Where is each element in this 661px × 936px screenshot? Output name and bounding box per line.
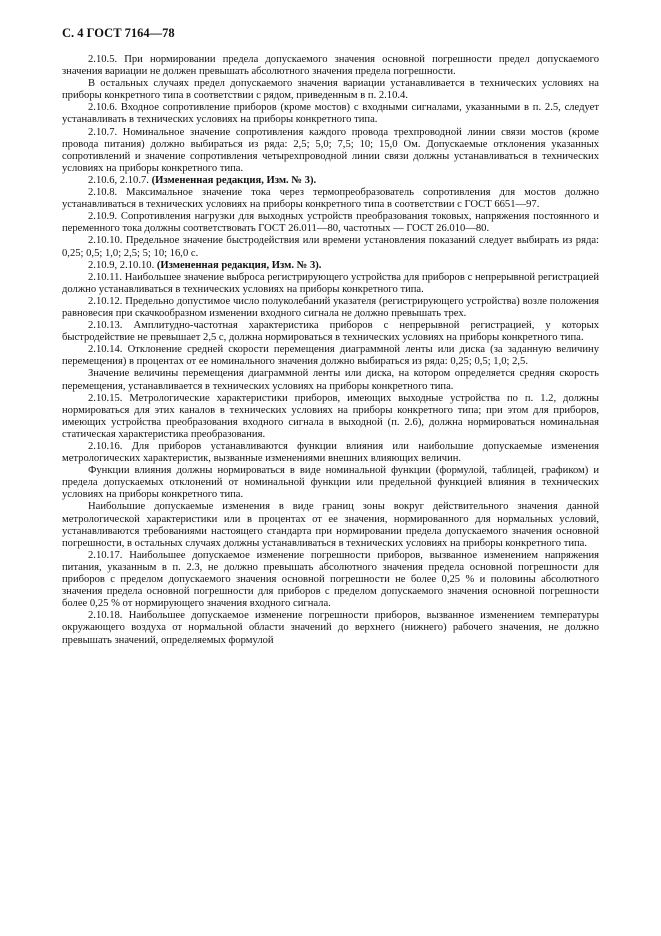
paragraph-2-10-7: 2.10.7. Номинальное значение сопротивления каждого провода трехпроводной линии связи мостов (кроме провода питания) должно выбираться из ряда: 2,5; 5,0; 7,5; 10; 15,0 Ом. Допускаемые отклонения указанных сопротивлений и значение сопротивления четырехпроводной линии связи должны устанавливаться в технических условиях на приборы конкретного типа. xyxy=(62,126,599,174)
amendment-label: (Измененная редакция, Изм. № 3). xyxy=(156,259,322,271)
paragraph-2-10-11: 2.10.11. Наибольшее значение выброса регистрирующего устройства для приборов с непрерывной регистрацией должно устанавливаться в технических условиях на приборы конкретного типа. xyxy=(62,271,599,295)
paragraph-2-10-15: 2.10.15. Метрологические характеристики приборов, имеющих выходные устройства по п. 1.2, должны нормироваться для этих каналов в технических условиях на приборы конкретного типа; при этом для приборов, имеющих устройства преобразования входного сигнала в выходной (п. 2.6), должна нормироваться номинальная статическая характеристика преобразования. xyxy=(62,392,599,440)
paragraph-2-10-10: 2.10.10. Предельное значение быстродействия или времени установления показаний следует выбирать из ряда: 0,25; 0,5; 1,0; 2,5; 5; 10; 16,0 с. xyxy=(62,235,599,259)
paragraph-2-10-16: 2.10.16. Для приборов устанавливаются функции влияния или наибольшие допускаемые изменения метрологических характеристик, вызванные изменениями внешних влияющих величин. xyxy=(62,441,599,465)
amendment-clause-ref: 2.10.9, 2.10.10. xyxy=(88,259,157,271)
amendment-clause-ref: 2.10.6, 2.10.7. xyxy=(88,174,152,186)
paragraph-2-10-8: 2.10.8. Максимальное значение тока через термопреобразователь сопротивления для мостов должно устанавливаться в технических условиях на приборы конкретного типа в соответствии с ГОСТ 6651—97. xyxy=(62,187,599,211)
paragraph-2-10-14: 2.10.14. Отклонение средней скорости перемещения диаграммной ленты или диска (за заданную величину перемещения) в процентах от ее номинального значения должно выбираться из ряда: 0,25; 0,5; 1,0; 2,5. xyxy=(62,344,599,368)
document-body xyxy=(62,54,599,647)
paragraph-max-allowed-changes: Наибольшие допускаемые изменения в виде границ зоны вокруг действительного значения данной метрологической характеристики или в процентах от ее значения, нормированного для нормальных условий, устанавливаются требованиями настоящего стандарта при нормировании предела допускаемого значения основной погрешности, в остальных случаях должны устанавливаться в технических условиях на приборы конкретного типа. xyxy=(62,501,599,549)
paragraph-2-10-17: 2.10.17. Наибольшее допускаемое изменение погрешности приборов, вызванное изменением напряжения питания, указанным в п. 2.3, не должно превышать абсолютного значения предела основной погрешности для приборов с пределом допускаемого значения основной погрешности не более 0,25 % и половины абсолютного значения предела основной погрешности для приборов с пределом допускаемого значения основной погрешности более 0,25 % от нормирующего значения входного сигнала. xyxy=(62,549,599,610)
amendment-note-2-10-9-2-10-10 xyxy=(62,260,599,272)
paragraph-2-10-13: 2.10.13. Амплитудно-частотная характеристика приборов с непрерывной регистрацией, у которых быстродействие не превышает 2,5 с, должна нормироваться в технических условиях на приборы конкретного типа. xyxy=(62,320,599,344)
paragraph-variation-other-cases: В остальных случаях предел допускаемого значения вариации устанавливается в технических условиях на приборы конкретного типа в соответствии с рядом, приведенным в п. 2.10.4. xyxy=(62,78,599,102)
paragraph-influence-functions: Функции влияния должны нормироваться в виде номинальной функции (формулой, таблицей, графиком) и предела допускаемых отклонений от номинальной функции или предельной функцией влияния в технических условиях на приборы конкретного типа. xyxy=(62,465,599,501)
document-page xyxy=(62,26,599,647)
amendment-note-2-10-6-2-10-7 xyxy=(62,175,599,187)
paragraph-2-10-5: 2.10.5. При нормировании предела допускаемого значения основной погрешности предел допускаемого значения вариации не должен превышать абсолютного значения предела погрешности. xyxy=(62,54,599,78)
paragraph-2-10-9: 2.10.9. Сопротивления нагрузки для выходных устройств преобразования токовых, напряжения постоянного и переменного тока должны соответствовать ГОСТ 26.011—80, частотных — ГОСТ 26.010—80. xyxy=(62,211,599,235)
paragraph-2-10-6: 2.10.6. Входное сопротивление приборов (кроме мостов) с входными сигналами, указанными в п. 2.5, следует устанавливать в технических условиях на приборы конкретного типа. xyxy=(62,102,599,126)
page-header: С. 4 ГОСТ 7164—78 xyxy=(62,26,175,40)
paragraph-2-10-18: 2.10.18. Наибольшее допускаемое изменение погрешности приборов, вызванное изменением температуры окружающего воздуха от нормальной области значений до верхнего (нижнего) рабочего значения, не должно превышать значений, определяемых формулой xyxy=(62,610,599,646)
amendment-label: (Измененная редакция, Изм. № 3). xyxy=(151,174,317,186)
paragraph-2-10-12: 2.10.12. Предельно допустимое число полуколебаний указателя (регистрирующего устройства) возле положения равновесия при скачкообразном изменении входного сигнала не должно превышать трех. xyxy=(62,295,599,319)
paragraph-tape-displacement: Значение величины перемещения диаграммной ленты или диска, на котором определяется средняя скорость перемещения, устанавливается в технических условиях на приборы конкретного типа. xyxy=(62,368,599,392)
